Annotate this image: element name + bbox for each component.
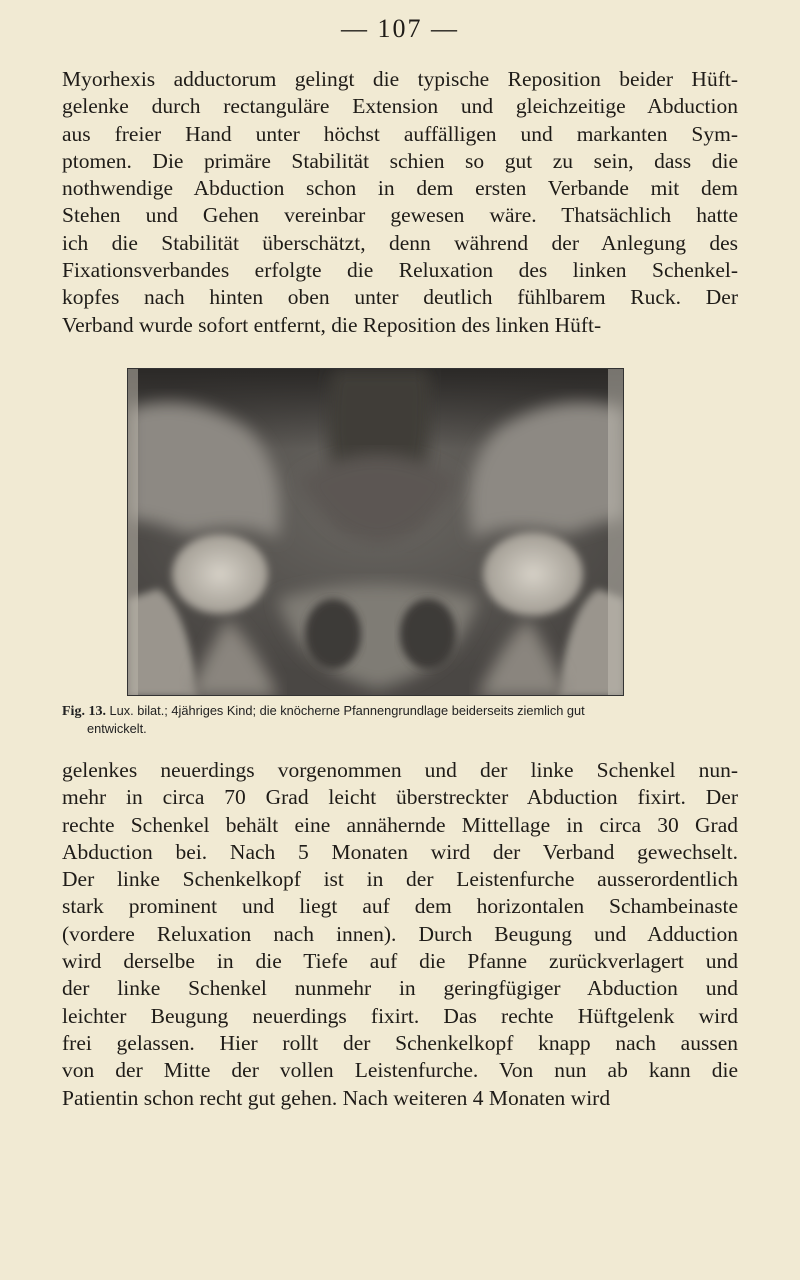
paragraph-1 bbox=[62, 66, 738, 339]
caption-text-line1: Lux. bilat.; 4jähriges Kind; die knöcherne Pfannengrundlage beiderseits ziemlich gut bbox=[109, 703, 585, 718]
text-line: nothwendige Abduction schon in dem ersten Verbande mit dem bbox=[62, 176, 738, 201]
text-line: Abduction bei. Nach 5 Monaten wird der Verband gewechselt. bbox=[62, 839, 738, 864]
page-number: — 107 — bbox=[341, 14, 459, 43]
text-line: der linke Schenkel nunmehr in geringfügiger Abduction und bbox=[62, 976, 738, 1001]
text-line: gelenke durch rectanguläre Extension und gleichzeitige Abduction bbox=[62, 94, 738, 119]
text-line: Fixationsverbandes erfolgte die Reluxation des linken Schenkel- bbox=[62, 258, 738, 283]
text-line: aus freier Hand unter höchst auffälligen und markanten Sym- bbox=[62, 121, 738, 146]
caption-text-line2: entwickelt. bbox=[87, 721, 147, 736]
text-line: kopfes nach hinten oben unter deutlich fühlbarem Ruck. Der bbox=[62, 285, 738, 310]
figure-label: Fig. 13. bbox=[62, 704, 106, 719]
xray-figure bbox=[127, 368, 624, 696]
xray-image bbox=[128, 369, 624, 696]
text-line: mehr in circa 70 Grad leicht überstreckter Abduction fixirt. Der bbox=[62, 785, 738, 810]
text-line: Patientin schon recht gut gehen. Nach weiteren 4 Monaten wird bbox=[62, 1085, 611, 1110]
text-line: leichter Beugung neuerdings fixirt. Das rechte Hüftgelenk wird bbox=[62, 1003, 738, 1028]
text-line: Stehen und Gehen vereinbar gewesen wäre. Thatsächlich hatte bbox=[62, 203, 738, 228]
text-line: ich die Stabilität überschätzt, denn während der Anlegung des bbox=[62, 230, 738, 255]
text-line: rechte Schenkel behält eine annähernde Mittellage in circa 30 Grad bbox=[62, 812, 738, 837]
text-line: gelenkes neuerdings vorgenommen und der linke Schenkel nun- bbox=[62, 758, 738, 782]
text-line: Myorhexis adductorum gelingt die typische Reposition beider Hüft- bbox=[62, 67, 738, 91]
text-line: (vordere Reluxation nach innen). Durch Beugung und Adduction bbox=[62, 921, 738, 946]
text-line: stark prominent und liegt auf dem horizontalen Schambeinaste bbox=[62, 894, 738, 919]
text-line: von der Mitte der vollen Leistenfurche. Von nun ab kann die bbox=[62, 1058, 738, 1083]
text-line: wird derselbe in die Tiefe auf die Pfanne zurückverlagert und bbox=[62, 949, 738, 974]
text-line: Verband wurde sofort entfernt, die Reposition des linken Hüft- bbox=[62, 312, 602, 337]
paragraph-2 bbox=[62, 757, 738, 1112]
text-line: frei gelassen. Hier rollt der Schenkelkopf knapp nach aussen bbox=[62, 1030, 738, 1055]
figure-caption bbox=[62, 702, 738, 737]
text-line: Der linke Schenkelkopf ist in der Leistenfurche ausserordentlich bbox=[62, 867, 738, 892]
text-line: ptomen. Die primäre Stabilität schien so gut zu sein, dass die bbox=[62, 148, 738, 173]
